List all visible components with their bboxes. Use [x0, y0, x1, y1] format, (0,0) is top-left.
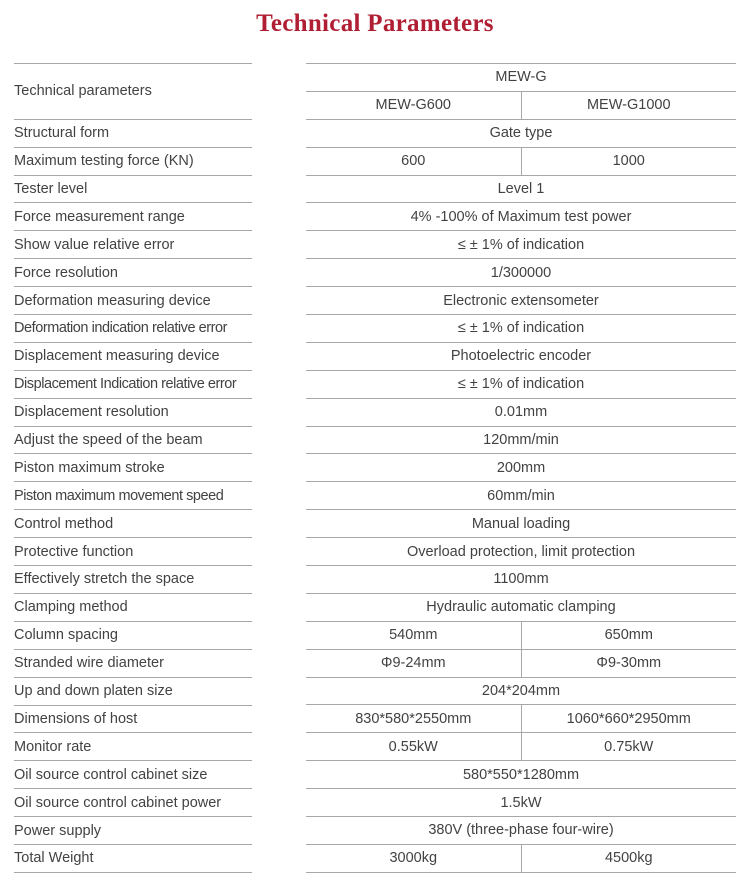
param-label: Force measurement range	[14, 208, 185, 225]
table-row	[14, 231, 252, 259]
param-value: ≤ ± 1% of indication	[457, 320, 585, 337]
param-label: Force resolution	[14, 264, 118, 281]
param-value: 0.75kW	[604, 738, 654, 755]
table-row	[14, 510, 252, 538]
param-label: Displacement measuring device	[14, 348, 220, 365]
table-row	[306, 817, 736, 845]
table-row	[14, 148, 252, 176]
param-value: 1/300000	[490, 264, 552, 281]
param-label: Dimensions of host	[14, 710, 138, 727]
table-row	[306, 482, 736, 510]
table-row	[14, 203, 252, 231]
table-row	[14, 622, 252, 650]
param-value: 600	[306, 148, 522, 175]
param-label: Effectively stretch the space	[14, 571, 195, 588]
param-label: Control method	[14, 515, 114, 532]
table-row	[306, 203, 736, 231]
table-row	[306, 510, 736, 538]
param-label: Oil source control cabinet power	[14, 794, 222, 811]
table-row	[14, 817, 252, 845]
param-value: 0.55kW	[306, 733, 522, 760]
table-row	[14, 259, 252, 287]
param-value: 3000kg	[306, 845, 522, 872]
table-row	[14, 761, 252, 789]
param-label: Displacement resolution	[14, 404, 169, 421]
model-column-header: MEW-G1000	[586, 97, 671, 114]
table-header-group-row	[306, 64, 736, 92]
param-label: Deformation indication relative error	[14, 320, 228, 337]
param-label: Show value relative error	[14, 236, 175, 253]
param-label: Piston maximum stroke	[14, 459, 165, 476]
param-value: Φ9-30mm	[596, 655, 662, 672]
param-value: 120mm/min	[483, 432, 559, 449]
table-row	[306, 287, 736, 315]
table-row	[306, 231, 736, 259]
table-row	[14, 706, 252, 734]
table-row	[306, 566, 736, 594]
table-row	[306, 538, 736, 566]
param-label: Structural form	[14, 125, 110, 142]
table-row	[306, 315, 736, 343]
param-value: Photoelectric encoder	[450, 348, 592, 365]
table-row	[306, 343, 736, 371]
table-row	[306, 705, 736, 733]
param-value: 1000	[612, 153, 645, 170]
table-row	[14, 287, 252, 315]
param-label: Monitor rate	[14, 738, 92, 755]
param-label: Deformation measuring device	[14, 292, 211, 309]
table-row	[306, 399, 736, 427]
table-row	[306, 650, 736, 678]
param-label: Clamping method	[14, 599, 128, 616]
table-row	[14, 678, 252, 706]
table-row	[306, 622, 736, 650]
param-value: 4% -100% of Maximum test power	[410, 208, 632, 225]
param-label: Stranded wire diameter	[14, 655, 164, 672]
table-row	[14, 454, 252, 482]
table-row	[306, 148, 736, 176]
table-row	[14, 482, 252, 510]
table-row	[306, 176, 736, 204]
param-value: ≤ ± 1% of indication	[457, 236, 585, 253]
param-label: Protective function	[14, 543, 134, 560]
param-label: Adjust the speed of the beam	[14, 432, 203, 449]
table-row	[306, 120, 736, 148]
param-value: 60mm/min	[487, 487, 555, 504]
param-value: 0.01mm	[494, 404, 548, 421]
param-value: 580*550*1280mm	[462, 766, 580, 783]
table-row	[306, 259, 736, 287]
param-label: Power supply	[14, 822, 102, 839]
param-value: 4500kg	[604, 850, 653, 867]
param-value: Φ9-24mm	[306, 650, 522, 677]
param-value: 204*204mm	[481, 683, 561, 700]
table-row	[14, 845, 252, 873]
param-label: Maximum testing force (KN)	[14, 153, 194, 170]
param-value: Electronic extensometer	[443, 292, 599, 309]
table-row	[14, 371, 252, 399]
table-row	[14, 733, 252, 761]
model-group-header: MEW-G	[495, 69, 547, 86]
param-label: Tester level	[14, 181, 88, 198]
param-label: Column spacing	[14, 627, 118, 644]
table-row	[14, 566, 252, 594]
table-row	[14, 315, 252, 343]
table-row	[14, 538, 252, 566]
param-label: Total Weight	[14, 850, 94, 867]
param-value: 1060*660*2950mm	[566, 710, 691, 727]
param-label: Technical parameters	[14, 83, 152, 100]
table-header-models-row	[306, 92, 736, 120]
table-row	[306, 678, 736, 706]
table-row	[14, 176, 252, 204]
table-row	[306, 427, 736, 455]
table-row	[14, 789, 252, 817]
table-row	[306, 454, 736, 482]
parameter-name-column	[14, 63, 252, 873]
table-row	[306, 761, 736, 789]
page-title: Technical Parameters	[256, 10, 494, 37]
table-row	[14, 120, 252, 148]
param-value: Hydraulic automatic clamping	[426, 599, 616, 616]
table-row	[14, 64, 252, 120]
table-row	[14, 594, 252, 622]
table-row	[306, 371, 736, 399]
table-row	[14, 650, 252, 678]
param-label: Oil source control cabinet size	[14, 766, 208, 783]
param-value: 650mm	[604, 627, 653, 644]
table-row	[14, 399, 252, 427]
param-value: 1100mm	[493, 571, 549, 588]
parameter-value-table	[306, 63, 736, 873]
table-row	[306, 594, 736, 622]
param-value: Gate type	[489, 125, 553, 142]
param-value: Level 1	[497, 181, 545, 197]
param-label: Piston maximum movement speed	[14, 487, 224, 504]
param-value: 380V (three-phase four-wire)	[428, 822, 614, 839]
table-row	[306, 789, 736, 817]
param-label: Displacement Indication relative error	[14, 376, 237, 393]
table-row	[14, 427, 252, 455]
param-value: ≤ ± 1% of indication	[457, 376, 585, 393]
model-column-header: MEW-G600	[306, 92, 522, 119]
param-value: 830*580*2550mm	[306, 705, 522, 732]
param-value: Manual loading	[471, 515, 571, 532]
table-row	[14, 343, 252, 371]
param-value: 1.5kW	[500, 794, 542, 811]
param-label: Up and down platen size	[14, 683, 173, 700]
table-row	[306, 845, 736, 873]
param-value: 200mm	[496, 459, 546, 476]
table-row	[306, 733, 736, 761]
param-value: 540mm	[306, 622, 522, 649]
param-value: Overload protection, limit protection	[406, 543, 636, 560]
